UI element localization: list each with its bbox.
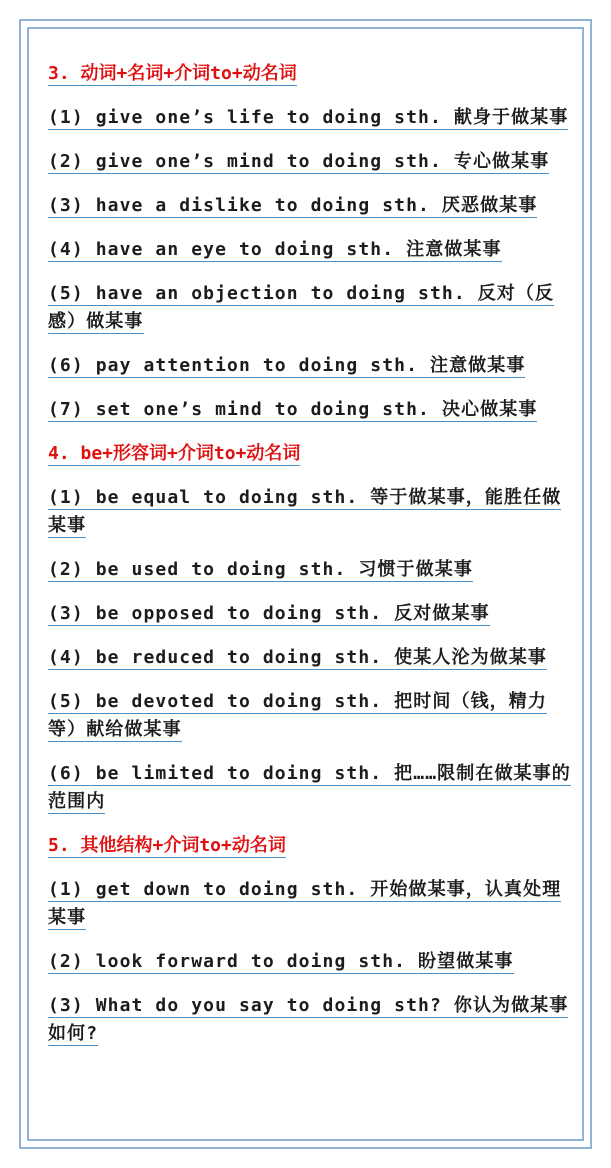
phrase-item: (5) be devoted to doing sth. 把时间（钱，精力等）献给做某事 bbox=[48, 691, 547, 740]
phrase-item: (6) pay attention to doing sth. 注意做某事 bbox=[48, 355, 526, 376]
phrase-item: (1) get down to doing sth. 开始做某事，认真处理某事 bbox=[48, 879, 562, 928]
section-heading: 4. be+形容词+介词to+动名词 bbox=[48, 443, 301, 464]
phrase-item: (7) set one’s mind to doing sth. 决心做某事 bbox=[48, 399, 538, 420]
phrase-item: (1) be equal to doing sth. 等于做某事，能胜任做某事 bbox=[48, 487, 562, 536]
phrase-item: (3) What do you say to doing sth? 你认为做某事如何? bbox=[48, 995, 569, 1044]
phrase-item: (1) give one’s life to doing sth. 献身于做某事 bbox=[48, 107, 569, 128]
phrase-item: (6) be limited to doing sth. 把……限制在做某事的范围内 bbox=[48, 763, 571, 812]
phrase-item: (2) be used to doing sth. 习惯于做某事 bbox=[48, 559, 473, 580]
phrase-item: (2) give one’s mind to doing sth. 专心做某事 bbox=[48, 151, 550, 172]
phrase-item: (4) have an eye to doing sth. 注意做某事 bbox=[48, 239, 502, 260]
document-body bbox=[48, 60, 573, 1064]
section-heading: 3. 动词+名词+介词to+动名词 bbox=[48, 63, 297, 84]
section-heading: 5. 其他结构+介词to+动名词 bbox=[48, 835, 286, 856]
phrase-item: (5) have an objection to doing sth. 反对（反感）做某事 bbox=[48, 283, 555, 332]
phrase-item: (3) be opposed to doing sth. 反对做某事 bbox=[48, 603, 490, 624]
phrase-item: (4) be reduced to doing sth. 使某人沦为做某事 bbox=[48, 647, 547, 668]
phrase-item: (3) have a dislike to doing sth. 厌恶做某事 bbox=[48, 195, 538, 216]
phrase-item: (2) look forward to doing sth. 盼望做某事 bbox=[48, 951, 514, 972]
